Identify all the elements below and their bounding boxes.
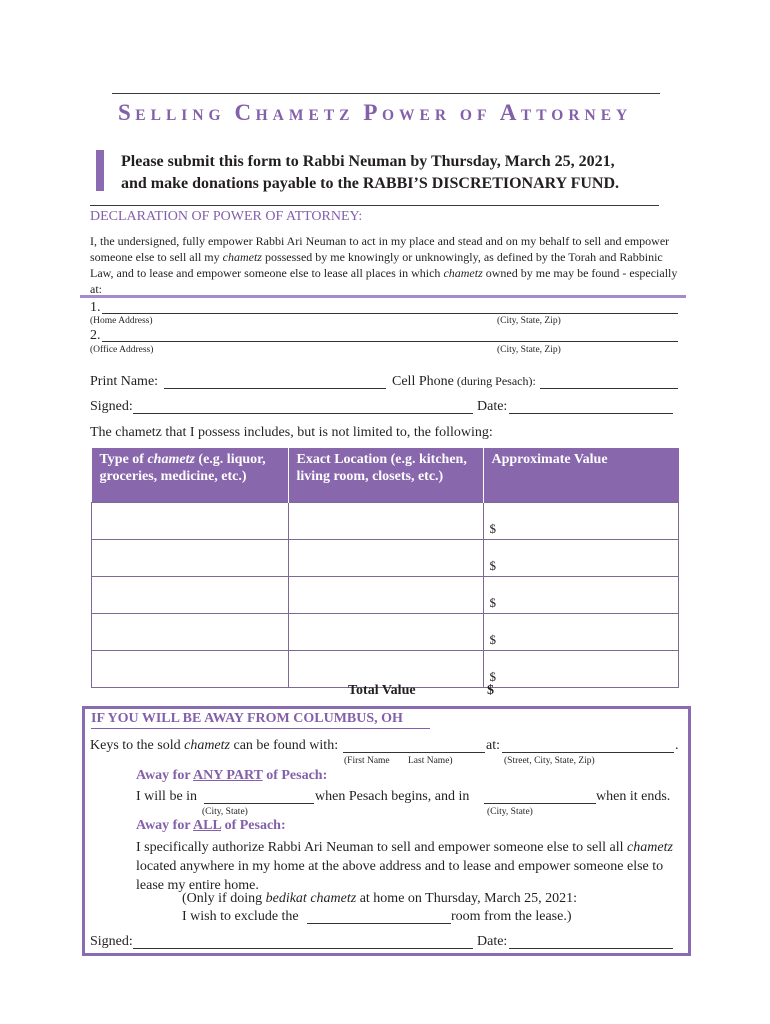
declaration-chametz: chametz	[443, 266, 483, 280]
possess-text: The chametz that I possess includes, but is not limited to, the following:	[90, 425, 493, 440]
when-ends-text: when it ends.	[596, 789, 671, 804]
table-row	[92, 651, 679, 688]
keys-at-label: at:	[486, 738, 500, 753]
value-cell[interactable]: $	[483, 577, 679, 614]
table-row	[92, 540, 679, 577]
column-header-location: Exact Location (e.g. kitchen, living room, closets, etc.)	[288, 448, 483, 503]
end-city-label: (City, State)	[487, 807, 533, 817]
type-cell[interactable]	[92, 577, 289, 614]
home-address-field[interactable]	[102, 313, 678, 314]
all-pesach-heading	[136, 818, 286, 834]
office-address-field[interactable]	[102, 341, 678, 342]
last-name-label: Last Name)	[408, 756, 453, 766]
cell-phone-label	[392, 374, 536, 390]
print-name-field[interactable]	[164, 388, 386, 389]
print-name-label: Print Name:	[90, 374, 159, 389]
form-title	[118, 100, 678, 126]
date-field[interactable]	[509, 413, 673, 414]
keys-text-b: can be found with:	[230, 738, 339, 753]
any-part-text-b: of Pesach:	[262, 768, 328, 783]
all-text-b: of Pesach:	[221, 818, 286, 833]
cell-phone-field[interactable]	[540, 388, 678, 389]
bedikat-text	[182, 891, 577, 907]
all-text: Away for	[136, 818, 194, 833]
signature-field[interactable]	[133, 413, 473, 414]
any-part-heading	[136, 768, 327, 784]
office-address-label: (Office Address)	[90, 345, 154, 355]
keys-text	[90, 738, 338, 754]
any-part-underlined: ANY PART	[193, 768, 263, 783]
keys-name-field[interactable]	[343, 752, 485, 753]
location-cell[interactable]	[288, 651, 483, 688]
exclude-room-field[interactable]	[307, 923, 451, 924]
title-cap: S	[118, 100, 136, 125]
begin-city-label: (City, State)	[202, 807, 248, 817]
col1-text: Type of	[99, 452, 148, 467]
title-text: HAMETZ	[255, 107, 364, 124]
submit-line-1: Please submit this form to Rabbi Neuman by Thursday, March 25, 2021,	[121, 153, 615, 170]
total-value-label: Total Value	[348, 683, 416, 698]
submit-bottom-rule	[90, 205, 659, 206]
signed-label: Signed:	[90, 399, 133, 414]
end-city-field[interactable]	[484, 803, 596, 804]
total-value-field[interactable]: $	[487, 683, 494, 698]
declaration-text-a: I, the undersigned, fully empower Rabbi Ari Neuman to act in my place and stead and on my behalf to sell and empower someone else to sell all my	[90, 234, 670, 264]
any-part-text: Away for	[136, 768, 194, 783]
will-be-in-label: I will be in	[136, 789, 198, 804]
date-label: Date:	[477, 399, 508, 414]
keys-text-a: Keys to the sold	[90, 738, 185, 753]
home-address-label: (Home Address)	[90, 316, 153, 326]
type-cell[interactable]	[92, 540, 289, 577]
keys-address-field[interactable]	[502, 752, 674, 753]
authorize-text-a: I specifically authorize Rabbi Ari Neuman to sell and empower someone else to sell all	[136, 840, 628, 855]
title-text: TTORNEY	[520, 107, 633, 124]
away-heading-underline	[91, 728, 430, 729]
when-begins-text: when Pesach begins, and in	[315, 789, 470, 804]
office-city-label: (City, State, Zip)	[497, 345, 561, 355]
authorize-text-b: located anywhere in my home at the above address and to lease and empower someone else to lease my entire home.	[136, 859, 664, 893]
title-cap: A	[499, 100, 521, 125]
location-cell[interactable]	[288, 540, 483, 577]
begin-city-field[interactable]	[204, 803, 314, 804]
away-date-label: Date:	[477, 934, 508, 949]
exclude-end-text: room from the lease.)	[451, 909, 572, 924]
bedikat-text-a: (Only if doing	[182, 891, 266, 906]
away-heading: IF YOU WILL BE AWAY FROM COLUMBUS, OH	[91, 711, 403, 726]
value-cell[interactable]: $	[483, 503, 679, 540]
title-text: OWER OF	[381, 107, 500, 124]
value-cell[interactable]: $	[483, 540, 679, 577]
declaration-heading: DECLARATION OF POWER OF ATTORNEY:	[90, 209, 363, 224]
location-cell[interactable]	[288, 614, 483, 651]
keys-period: .	[675, 738, 679, 753]
all-underlined: ALL	[193, 818, 222, 833]
declaration-text-b: possessed by me knowingly or unknowingly, as defined by the Torah and Rabbinic Law, and to lease and empower someone else to lease all places in which	[90, 250, 663, 280]
street-label: (Street, City, State, Zip)	[504, 756, 595, 766]
during-pesach-text: (during Pesach):	[453, 374, 536, 388]
first-name-label: (First Name	[344, 756, 390, 766]
away-signed-label: Signed:	[90, 934, 133, 949]
location-cell[interactable]	[288, 577, 483, 614]
title-cap: P	[363, 100, 382, 125]
title-text: ELLING	[135, 107, 235, 124]
home-city-label: (City, State, Zip)	[497, 316, 561, 326]
declaration-text	[90, 233, 680, 297]
col1-chametz: chametz	[147, 452, 195, 467]
type-cell[interactable]	[92, 651, 289, 688]
table-header-row	[92, 448, 679, 503]
address-line-1-number: 1.	[90, 300, 101, 315]
location-cell[interactable]	[288, 503, 483, 540]
exclude-label: I wish to exclude the	[182, 909, 299, 924]
col1-text-b: (e.g. liquor, groceries, medicine, etc.)	[99, 452, 266, 484]
declaration-text-c: owned by me may be found - especially at:	[90, 266, 678, 296]
type-cell[interactable]	[92, 614, 289, 651]
address-line-2-number: 2.	[90, 328, 101, 343]
value-cell[interactable]: $	[483, 651, 679, 688]
submit-line-2: and make donations payable to the RABBI’S DISCRETIONARY FUND.	[121, 175, 620, 192]
bedikat-text-b: at home on Thursday, March 25, 2021:	[356, 891, 578, 906]
type-cell[interactable]	[92, 503, 289, 540]
authorize-text	[136, 838, 676, 895]
cell-phone-text: Cell Phone	[392, 374, 454, 389]
table-row	[92, 614, 679, 651]
away-date-field[interactable]	[509, 948, 673, 949]
title-top-rule	[112, 93, 660, 94]
chametz-table	[91, 448, 679, 688]
accent-bar	[96, 150, 104, 191]
away-signature-field[interactable]	[133, 948, 473, 949]
value-cell[interactable]: $	[483, 614, 679, 651]
keys-chametz: chametz	[184, 738, 230, 753]
declaration-divider	[80, 295, 686, 298]
column-header-type	[92, 448, 289, 503]
table-row	[92, 577, 679, 614]
authorize-chametz: chametz	[627, 840, 673, 855]
title-cap: C	[234, 100, 256, 125]
submit-instructions	[121, 151, 681, 195]
declaration-chametz: chametz	[222, 250, 262, 264]
column-header-value: Approximate Value	[483, 448, 679, 503]
table-row	[92, 503, 679, 540]
bedikat-chametz: bedikat chametz	[265, 891, 357, 906]
